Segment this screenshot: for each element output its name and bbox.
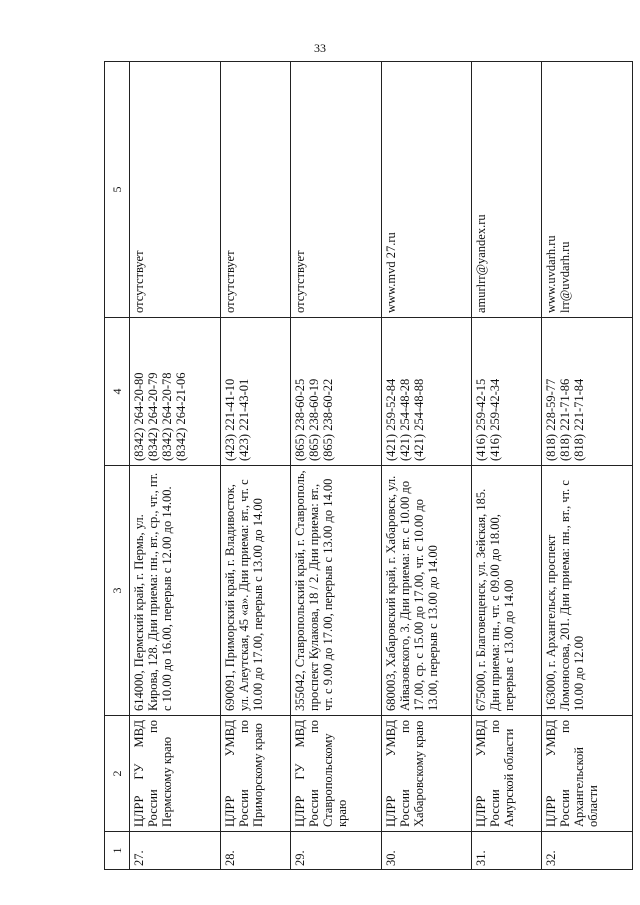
website-email-cell: [381, 62, 472, 318]
organization-name: ЦЛРР ГУ МВД России по Ставропольскому краю: [290, 716, 381, 832]
phone-number: (818) 228-59-77: [544, 378, 559, 461]
page-number: 33: [314, 41, 326, 55]
phone-numbers-cell: [130, 318, 221, 466]
row-number: 32.: [542, 832, 633, 870]
row-number: 30.: [381, 832, 472, 870]
website-or-email: отсутствует: [132, 250, 147, 313]
phone-number: (8342) 264-20-79: [146, 372, 161, 461]
phone-number: (8342) 264-20-80: [132, 372, 147, 461]
row-number: 27.: [130, 832, 221, 870]
website-or-email: lrr@uvdarh.ru: [558, 241, 573, 313]
table-body: [130, 62, 633, 870]
website-email-cell: [221, 62, 291, 318]
phone-number: (421) 254-48-88: [411, 378, 426, 461]
phone-numbers-cell: [290, 318, 381, 466]
website-email-cell: [130, 62, 221, 318]
phone-number: (8342) 264-21-06: [174, 372, 189, 461]
phone-number: (421) 254-48-28: [397, 378, 412, 461]
website-or-email: отсутствует: [223, 250, 237, 313]
phone-number: (818) 221-71-84: [572, 378, 587, 461]
phone-number: (8342) 264-20-78: [160, 372, 175, 461]
row-number: 31.: [472, 832, 542, 870]
column-number-row: [105, 62, 130, 870]
phone-number: (423) 221-41-10: [223, 378, 237, 461]
address-and-hours: 675000, г. Благовещенск, ул. Зейская, 185. Дни приема: пн., чт. с 09.00 до 18.00, перерыв с 13.00 до 14.00: [472, 466, 542, 716]
organization-name: ЦЛРР ГУ МВД России по Пермскому краю: [130, 716, 221, 832]
phone-number: (416) 259-42-34: [488, 378, 503, 461]
row-number: 28.: [221, 832, 291, 870]
phone-number: (416) 259-42-15: [474, 378, 489, 461]
phone-number: (865) 238-60-19: [306, 378, 321, 461]
phone-number: (865) 238-60-22: [320, 378, 335, 461]
column-header: 4: [105, 318, 130, 466]
table-row: [542, 62, 633, 870]
table-row: [381, 62, 472, 870]
address-and-hours: 690091, Приморский край, г. Владивосток, ул. Алеутская, 45 «а». Дни приема: вт., чт. с 10.00 до 17.00, перерыв с 13.00 до 14.00: [221, 466, 291, 716]
phone-numbers-cell: [381, 318, 472, 466]
phone-number: (423) 221-43-01: [237, 378, 251, 461]
organization-name: ЦЛРР УМВД России по Приморскому краю: [221, 716, 291, 832]
column-header: 5: [105, 62, 130, 318]
address-and-hours: 614000, Пермский край, г. Пермь, ул. Кирова, 128. Дни приема: пн., вт., ср., чт., пт. с 10.00 до 16.00, перерыв с 12.00 до 14.00.: [130, 466, 221, 716]
phone-number: (818) 221-71-86: [558, 378, 573, 461]
address-and-hours: 680003, Хабаровский край, г. Хабаровск, ул. Айвазовского, 3. Дни приема: вт. с 10.00 до 17.00, ср. с 15.00 до 17.00, чт. с 10.00 до 13.00, перерыв с 13.00 до 14.00: [381, 466, 472, 716]
address-and-hours: 163000, г. Архангельск, проспект Ломоносова, 201. Дни приема: пн., вт., чт. с 10.00 до 12.00: [542, 466, 633, 716]
rotated-table-frame: [104, 62, 633, 870]
column-header: 3: [105, 466, 130, 716]
table-row: [221, 62, 291, 870]
website-or-email: www.mvd 27.ru: [383, 232, 398, 313]
rotated-table-area: [104, 62, 633, 870]
table-row: [290, 62, 381, 870]
phone-number: (421) 259-52-84: [383, 378, 398, 461]
column-header: 2: [105, 716, 130, 832]
phone-number: (865) 238-60-25: [292, 378, 307, 461]
website-or-email: www.uvdarh.ru: [544, 235, 559, 313]
website-or-email: отсутствует: [292, 250, 307, 313]
website-email-cell: [290, 62, 381, 318]
address-and-hours: 355042, Ставропольский край, г. Ставрополь, проспект Кулакова, 18 / 2. Дни приема: вт., чт. с 9.00 до 17.00, перерыв с 13.00 до 14.00: [290, 466, 381, 716]
column-header: 1: [105, 832, 130, 870]
organization-name: ЦЛРР УМВД России по Хабаровскому краю: [381, 716, 472, 832]
table-row: [472, 62, 542, 870]
licensing-centers-table: [104, 61, 633, 870]
table-row: [130, 62, 221, 870]
organization-name: ЦЛРР УМВД России по Амурской области: [472, 716, 542, 832]
row-number: 29.: [290, 832, 381, 870]
phone-numbers-cell: [542, 318, 633, 466]
phone-numbers-cell: [221, 318, 291, 466]
phone-numbers-cell: [472, 318, 542, 466]
website-email-cell: [472, 62, 542, 318]
website-or-email: amurlrr@yandex.ru: [474, 214, 489, 313]
organization-name: ЦЛРР УМВД России по Архангельской области: [542, 716, 633, 832]
website-email-cell: [542, 62, 633, 318]
